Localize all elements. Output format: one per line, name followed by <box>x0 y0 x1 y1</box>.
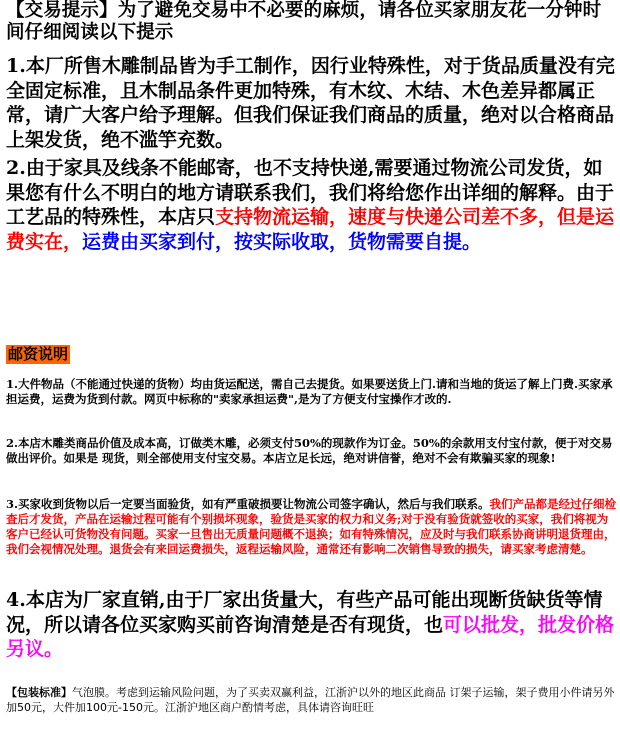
notice <box>6 0 616 44</box>
shipping-item-3 <box>6 497 616 557</box>
shipping-item-3-text: 3.买家收到货物以后一定要当面验货，如有严重破损要让物流公司签字确认，然后与我们联系。 <box>6 497 490 511</box>
paragraph-quality <box>6 54 616 152</box>
packaging-label: 【包装标准】 <box>6 686 72 699</box>
shipping-item-1 <box>6 377 616 407</box>
logistics-text: 2.由于家具及线条不能邮寄，也不支持快递,需要通过物流公司发货，如果您有什么不明白的地方请联系我们，我们将给您作出详细的解释。由于工艺品的特殊性，本店只 <box>6 157 615 228</box>
paragraph-logistics <box>6 156 616 254</box>
logistics-highlight-red: 支持物流运输，速度与快递公司差不多，但是运费实在， <box>6 206 615 253</box>
packaging-text: 气泡膜。考虑到运输风险问题，为了买卖双赢利益，江浙沪以外的地区此商品 订架子运输，架子费用小件请另外加50元，大件加100元-150元。江浙沪地区商户酌情考虑，具体请咨询旺旺 <box>6 686 615 714</box>
wholesale-text: 4.本店为厂家直销,由于厂家出货量大，有些产品可能出现断货缺货等情况，所以请各位买家购买前咨询清楚是否有现货，也 <box>6 589 603 636</box>
notice-intro: 为了避免交易中不必要的麻烦，请各位买家朋友花一分钟时间仔细阅读以下提示 <box>6 0 602 43</box>
quality-text: 1.本厂所售木雕制品皆为手工制作，因行业特殊性，对于货品质量没有完全固定标准，且木制品条件更加特殊，有木纹、木结、木色差异都属正常，请广大客户给予理解。但我们保证我们商品的质量，绝对以合格商品上架发货，绝不滥竽充数。 <box>6 55 615 151</box>
shipping-item-3-warning: 我们产品都是经过仔细检查后才发货，产品在运输过程可能有个别损坏现象，验货是买家的权力和义务;对于没有验货就签收的买家，我们将视为客户已经认可货物没有问题。买家一旦售出无质量问题概不退换；如有特殊情况，应及时与我们联系协商讲明退货理由，我们会视情况处理。退货会有来回运费损失，返程运输风险，通常还有影响二次销售导致的损失，请买家考虑清楚。 <box>6 497 617 556</box>
notice-title: 【交易提示】 <box>6 0 118 21</box>
shipping-item-2-text: 2.本店木雕类商品价值及成本高，订做类木雕，必须支付50%的现款作为订金。50%的余款用支付宝付款，便于对交易做出评价。如果是 现货，则全部使用支付宝交易。本店立足长远，绝对讲信誉，绝对不会有欺骗买家的现象! <box>6 436 613 465</box>
shipping-item-1-text: 1.大件物品（不能通过快递的货物）均由货运配送，需自己去提货。如果要送货上门.请和当地的货运了解上门费.买家承担运费，运费为货到付款。网页中标称的"卖家承担运费",是为了方便支付宝操作才改的. <box>6 377 613 406</box>
paragraph-wholesale <box>6 588 616 662</box>
logistics-highlight-blue: 运费由买家到付，按实际收取，货物需要自提。 <box>82 230 482 253</box>
wholesale-highlight: 可以批发，批发价格另议。 <box>6 613 615 660</box>
shipping-tag: 邮资说明 <box>8 345 69 363</box>
packaging-standard <box>6 685 616 715</box>
shipping-item-2 <box>6 436 616 466</box>
